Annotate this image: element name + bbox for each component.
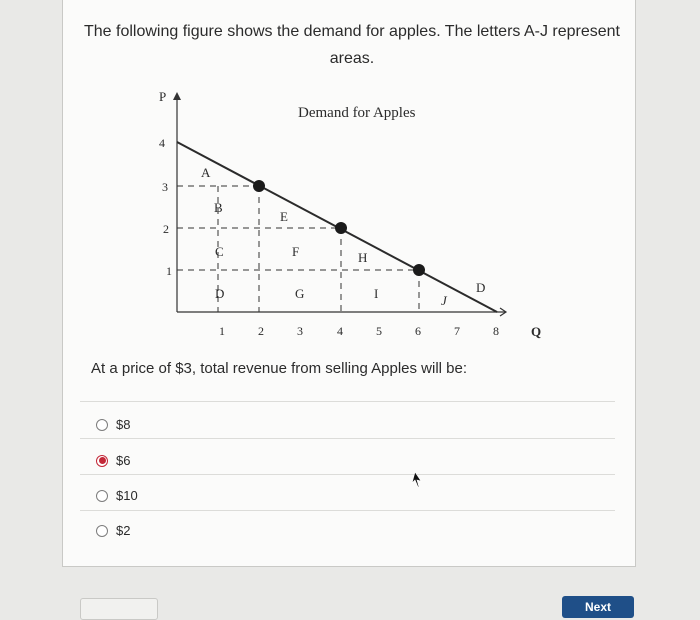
area-label-e: E xyxy=(280,209,288,224)
answer-option-1[interactable] xyxy=(96,417,130,432)
p-tick-4: 4 xyxy=(159,136,165,150)
radio-button[interactable] xyxy=(96,419,108,431)
answer-option-2[interactable] xyxy=(96,453,130,468)
option-label: $10 xyxy=(116,488,138,503)
previous-button[interactable] xyxy=(80,598,158,620)
demand-point-3 xyxy=(413,264,425,276)
q-tick-2: 2 xyxy=(258,324,264,338)
p-tick-2: 2 xyxy=(163,222,169,236)
p-tick-1: 1 xyxy=(166,264,172,278)
q-tick-3: 3 xyxy=(297,324,303,338)
divider xyxy=(80,510,615,511)
q-tick-4: 4 xyxy=(337,324,343,338)
q-tick-1: 1 xyxy=(219,324,225,338)
q-tick-7: 7 xyxy=(454,324,460,338)
next-button[interactable]: Next xyxy=(562,596,634,618)
divider xyxy=(80,474,615,475)
figure-title: Demand for Apples xyxy=(298,105,416,121)
area-label-d: D xyxy=(215,286,225,301)
radio-button[interactable] xyxy=(96,525,108,537)
q-axis-label: Q xyxy=(531,324,542,339)
q-tick-5: 5 xyxy=(376,324,382,338)
demand-point-2 xyxy=(335,222,347,234)
mouse-cursor-icon xyxy=(409,472,423,488)
area-label-g: G xyxy=(295,286,305,301)
demand-curve-label: D xyxy=(476,280,486,295)
area-label-h: H xyxy=(358,250,368,265)
radio-button[interactable] xyxy=(96,490,108,502)
area-label-i: I xyxy=(374,286,379,301)
area-label-c: C xyxy=(215,244,224,259)
divider xyxy=(80,438,615,439)
option-label: $8 xyxy=(116,417,131,432)
answer-option-3[interactable] xyxy=(96,488,138,503)
area-label-a: A xyxy=(201,165,211,180)
p-axis-label: P xyxy=(159,89,167,104)
q-tick-8: 8 xyxy=(493,324,499,338)
q-tick-6: 6 xyxy=(415,324,421,338)
p-tick-3: 3 xyxy=(162,180,168,194)
area-label-f: F xyxy=(292,244,300,259)
p-axis-arrow xyxy=(173,92,181,100)
answer-option-4[interactable] xyxy=(96,523,130,538)
question-text: The following figure shows the demand for apples. The letters A-J represent areas. xyxy=(84,23,620,67)
area-label-j: J xyxy=(441,293,447,308)
option-label: $2 xyxy=(116,523,131,538)
area-label-b: B xyxy=(214,200,223,215)
demand-point-1 xyxy=(253,180,265,192)
option-label: $6 xyxy=(116,453,131,468)
divider xyxy=(80,401,615,402)
radio-button-selected[interactable] xyxy=(96,455,108,467)
prompt-text: At a price of $3, total revenue from selling Apples will be: xyxy=(91,360,468,377)
